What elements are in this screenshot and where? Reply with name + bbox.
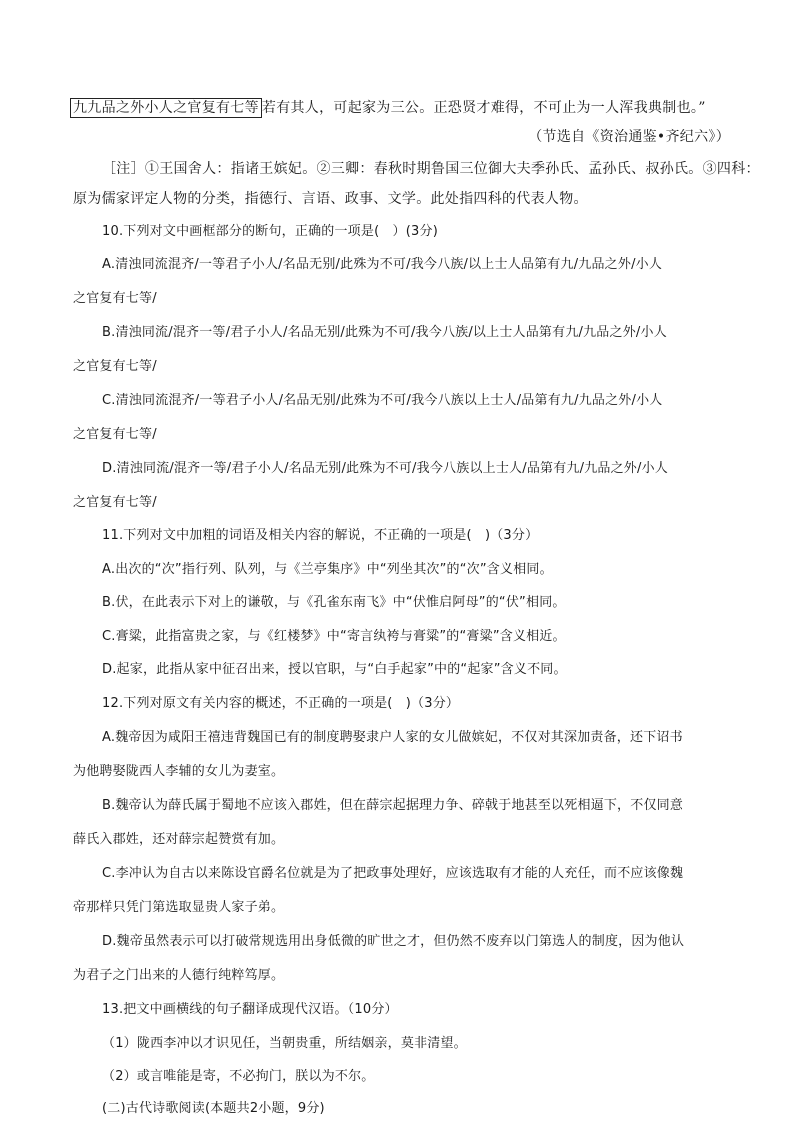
passage-line-1 (73, 99, 733, 117)
q12-stem: 12.下列对原文有关内容的概述，不正确的一项是( )（3分） (102, 696, 460, 711)
q13-sentence-2: （2）或言唯能是寄，不必拘门，朕以为不尔。 (102, 1069, 375, 1084)
q11-stem: 11.下列对文中加粗的词语及相关内容的解说，不正确的一项是( )（3分） (102, 528, 539, 543)
q12-option-c-line2: 帝那样只凭门第选取显贵人家子弟。 (73, 900, 285, 915)
q11-option-b: B.伏，在此表示下对上的谦敬，与《孔雀东南飞》中“伏惟启阿母”的“伏”相同。 (102, 595, 566, 610)
q10-option-c-line1: C.清浊同流混齐/一等君子小人/名品无别/此殊为不可/我今八族以上士人/品第有九/九品之外/小人 (102, 393, 663, 408)
note-line-2: 原为儒家评定人物的分类，指德行、言语、政事、文学。此处指四科的代表人物。 (73, 191, 588, 207)
q11-option-c: C.膏粱，此指富贵之家，与《红楼梦》中“寄言纨袴与膏粱”的“膏粱”含义相近。 (102, 629, 566, 644)
q13-stem: 13.把文中画横线的句子翻译成现代汉语。（10分） (102, 1002, 398, 1017)
q10-option-b-line2: 之官复有七等/ (73, 359, 157, 374)
q12-option-b-line1: B.魏帝认为薛氏属于蜀地不应该入郡姓，但在薛宗起据理力争、碎戟于地甚至以死相逼下，不仅同意 (102, 798, 684, 813)
q12-option-a-line1: A.魏帝因为咸阳王禧违背魏国已有的制度聘娶隶户人家的女儿做嫔妃，不仅对其深加责备，还下诏书 (102, 730, 683, 745)
section-heading: (二)古代诗歌阅读(本题共2小题，9分) (102, 1101, 325, 1116)
note-line-1: ［注］①王国舍人：指诸王嫔妃。②三卿：春秋时期鲁国三位御大夫季孙氏、孟孙氏、叔孙氏。③四科： (102, 161, 760, 177)
q10-option-d-line2: 之官复有七等/ (73, 495, 157, 510)
q12-option-b-line2: 薛氏入郡姓，还对薛宗起赞赏有加。 (73, 832, 285, 847)
q12-option-a-line2: 为他聘娶陇西人李辅的女儿为妻室。 (73, 764, 285, 779)
q11-option-a: A.出次的“次”指行列、队列，与《兰亭集序》中“列坐其次”的“次”含义相同。 (102, 562, 553, 577)
q10-option-a-line1: A.清浊同流混齐/一等君子小人/名品无别/此殊为不可/我今八族/以上士人品第有九/九品之外/小人 (102, 257, 663, 272)
q12-option-d-line2: 为君子之门出来的人德行纯粹笃厚。 (73, 968, 285, 983)
q13-sentence-1: （1）陇西李冲以才识见任，当朝贵重，所结姻亲，莫非清望。 (102, 1036, 467, 1051)
q10-stem: 10.下列对文中画框部分的断句，正确的一项是( ）(3分) (102, 224, 438, 239)
q10-option-b-line1: B.清浊同流/混齐一等/君子小人/名品无别/此殊为不可/我今八族/以上士人品第有九/九品之外/小人 (102, 325, 667, 340)
q11-option-d: D.起家，此指从家中征召出来，授以官职，与“白手起家”中的“起家”含义不同。 (102, 662, 567, 677)
q12-option-c-line1: C.李冲认为自古以来陈设官爵名位就是为了把政事处理好，应该选取有才能的人充任，而不应该像魏 (102, 866, 684, 881)
q10-option-c-line2: 之官复有七等/ (73, 427, 157, 442)
q10-option-d-line1: D.清浊同流/混齐一等/君子小人/名品无别/此殊为不可/我今八族以上士人/品第有九/九品之外/小人 (102, 461, 668, 476)
passage-line-1-rest: 若有其人，可起家为三公。正恐贤才难得，不可止为一人浑我典制也。” (261, 100, 706, 116)
q10-option-a-line2: 之官复有七等/ (73, 291, 157, 306)
q12-option-d-line1: D.魏帝虽然表示可以打破常规选用出身低微的旷世之才，但仍然不废弃以门第选人的制度，因为他认 (102, 934, 685, 949)
passage-source: （节选自《资治通鉴•齐纪六》） (528, 129, 730, 145)
boxed-sentence: 九九品之外小人之官复有七等 (70, 98, 262, 118)
